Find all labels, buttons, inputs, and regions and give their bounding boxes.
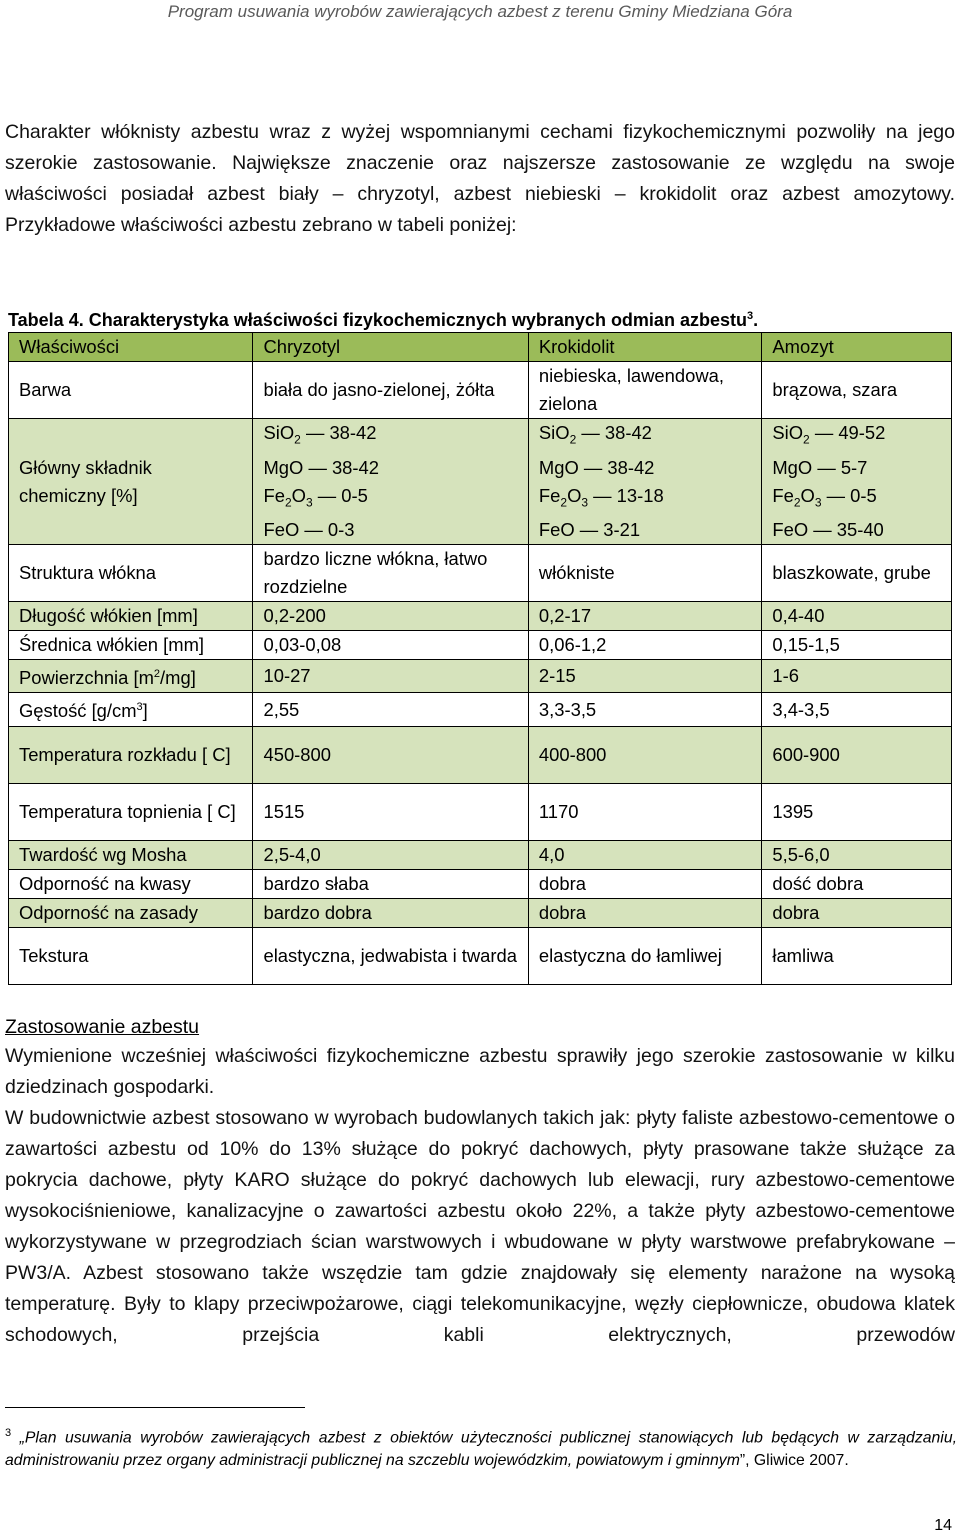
table-cell: 3,4-3,5 xyxy=(762,693,952,726)
table-caption-end: . xyxy=(753,310,759,330)
section-p2-text: W budownictwie azbest stosowano w wyrobach budowlanych takich jak: płyty faliste azbestowo-cementowe o zawartości azbestu od 10% do 13% służące do pokryć dachowych, płyty prasowane także służące za pokrycia dachowe, płyty KARO służące do pokryć dachowych lub elewacji, rury azbestowo-cementowe wysokociśnieniowe, kanalizacyjne o zawartości azbestu około 22%, a także płyty azbestowo-cementowe wykorzystywane w przegrodziach ścian warstwowych i wbudowane w płyty warstwowe prefabrykowane – PW3/A. Azbest stosowano także wszędzie tam gdzie znajdowały się elementy narażone na wysoką temperaturę. Były to klapy przeciwpożarowe, ciągi telekomunikacyjne, węzły ciepłownicze, obudowa klatek schodowych, przejścia kabli elektrycznych, przewodów xyxy=(5,1107,955,1346)
chem-line: $Fe_2O_3$ — 13-18 xyxy=(538,484,664,510)
footnote-mark: 3 xyxy=(5,1427,12,1439)
section-paragraph-1 xyxy=(5,1041,955,1103)
row-label: Powierzchnia $[m^2/mg]$ xyxy=(9,660,253,693)
row-label: Odporność na kwasy xyxy=(9,869,253,898)
table-row xyxy=(9,631,952,660)
table-header-row xyxy=(9,333,952,362)
table-cell: 2,55 xyxy=(253,693,528,726)
row-label: Gęstość $[g/cm^3]$ xyxy=(9,693,253,726)
table-row xyxy=(9,602,952,631)
header-cell: Krokidolit xyxy=(528,333,761,362)
table-cell: 0,06-1,2 xyxy=(528,631,761,660)
table-cell: dość dobra xyxy=(762,869,952,898)
table-cell xyxy=(253,419,528,545)
table-cell: 3,3-3,5 xyxy=(528,693,761,726)
footnote xyxy=(5,1422,957,1472)
row-label: Barwa xyxy=(9,362,253,419)
table-cell: 0,03-0,08 xyxy=(253,631,528,660)
row-label: Twardość wg Mosha xyxy=(9,840,253,869)
table-cell: 2,5-4,0 xyxy=(253,840,528,869)
intro-text: Charakter włóknisty azbestu wraz z wyżej wspomnianymi cechami fizykochemicznymi pozwoliły na jego szerokie zastosowanie. Największe znaczenie oraz najszersze zastosowanie ze względu na swoje właściwości posiadał azbest biały – chryzotyl, azbest niebieski – krokidolit oraz azbest amozytowy. Przykładowe właściwości azbestu zebrano w tabeli poniżej: xyxy=(5,121,955,236)
table-row xyxy=(9,660,952,693)
table-cell: elastyczna do łamliwej xyxy=(528,927,761,984)
chem-line: $Fe_2O_3$ — 0-5 xyxy=(263,484,368,510)
table-cell: brązowa, szara xyxy=(762,362,952,419)
table-cell: niebieska, lawendowa, zielona xyxy=(528,362,761,419)
table-cell: dobra xyxy=(762,898,952,927)
row-label: Odporność na zasady xyxy=(9,898,253,927)
header-cell: Chryzotyl xyxy=(253,333,528,362)
table-cell: 0,4-40 xyxy=(762,602,952,631)
row-label: Temperatura topnienia [ C] xyxy=(9,783,253,840)
table-cell: 4,0 xyxy=(528,840,761,869)
chem-line: MgO — 5-7 xyxy=(772,456,868,478)
table-row xyxy=(9,869,952,898)
section-title: Zastosowanie azbestu xyxy=(5,1016,200,1038)
row-label: Główny składnik chemiczny [%] xyxy=(9,419,253,545)
table-cell: 1170 xyxy=(528,783,761,840)
table-cell: dobra xyxy=(528,869,761,898)
table-row xyxy=(9,840,952,869)
header-cell: Właściwości xyxy=(9,333,253,362)
table-cell: elastyczna, jedwabista i twarda xyxy=(253,927,528,984)
table-cell: 0,2-17 xyxy=(528,602,761,631)
table-cell: dobra xyxy=(528,898,761,927)
chem-line: SiO$_2$ — 49-52 xyxy=(772,422,886,447)
row-label: Średnica włókien [mm] xyxy=(9,631,253,660)
page-number: 14 xyxy=(934,1517,952,1534)
row-label: Temperatura rozkładu [ C] xyxy=(9,726,253,783)
chem-line: MgO — 38-42 xyxy=(538,456,655,478)
table-cell: 0,15-1,5 xyxy=(762,631,952,660)
chem-line: MgO — 38-42 xyxy=(263,456,379,478)
table-cell: 600-900 xyxy=(762,726,952,783)
section-paragraph-2 xyxy=(5,1103,955,1351)
table-cell: 450-800 xyxy=(253,726,528,783)
footnote-tail: ”, Gliwice 2007. xyxy=(739,1452,849,1470)
table-row xyxy=(9,927,952,984)
table-cell: 0,2-200 xyxy=(253,602,528,631)
table-cell: 400-800 xyxy=(528,726,761,783)
header-cell: Amozyt xyxy=(762,333,952,362)
table-cell: 10-27 xyxy=(253,660,528,693)
table-cell xyxy=(762,419,952,545)
table-row xyxy=(9,783,952,840)
chem-line: $Fe_2O_3$ — 0-5 xyxy=(772,484,877,510)
table-caption-ref: 3 xyxy=(746,310,754,322)
asbestos-properties-table xyxy=(8,332,952,985)
footnote-separator xyxy=(5,1407,305,1408)
table-cell: bardzo dobra xyxy=(253,898,528,927)
chem-line: FeO — 3-21 xyxy=(538,519,641,541)
chem-line: FeO — 35-40 xyxy=(772,519,884,541)
table-cell: 1-6 xyxy=(762,660,952,693)
footnote-title: „Plan usuwania wyrobów zawierających azbest z obiektów użyteczności publicznej stanowiących lub będących w zarządzaniu, administrowaniu przez organy administracji publicznej na szczeblu wojewódzkim, powiatowym i gminnym xyxy=(5,1429,957,1470)
table-cell xyxy=(528,419,761,545)
chem-line: FeO — 0-3 xyxy=(263,519,355,541)
intro-paragraph xyxy=(5,117,955,241)
table-cell: 1395 xyxy=(762,783,952,840)
table-row xyxy=(9,362,952,419)
running-header: Program usuwania wyrobów zawierających azbest z terenu Gminy Miedziana Góra xyxy=(167,2,793,21)
table-caption-text: Tabela 4. Charakterystyka właściwości fizykochemicznych wybranych odmian azbestu xyxy=(8,310,747,330)
table-cell: włókniste xyxy=(528,545,761,602)
table-cell: bardzo słaba xyxy=(253,869,528,898)
table-cell: blaszkowate, grube xyxy=(762,545,952,602)
section-p1-text: Wymienione wcześniej właściwości fizykochemiczne azbestu sprawiły jego szerokie zastosowanie w kilku dziedzinach gospodarki. xyxy=(5,1045,955,1098)
table-cell: łamliwa xyxy=(762,927,952,984)
table-row xyxy=(9,419,952,545)
row-label: Długość włókien [mm] xyxy=(9,602,253,631)
table-caption xyxy=(8,304,953,332)
table-cell: bardzo liczne włókna, łatwo rozdzielne xyxy=(253,545,528,602)
table-row xyxy=(9,693,952,726)
table-row xyxy=(9,898,952,927)
chem-line: SiO$_2$ — 38-42 xyxy=(538,422,652,447)
table-cell: 1515 xyxy=(253,783,528,840)
table-cell: 2-15 xyxy=(528,660,761,693)
table-row xyxy=(9,726,952,783)
table-row xyxy=(9,545,952,602)
table-cell: biała do jasno-zielonej, żółta xyxy=(253,362,528,419)
table-cell: 5,5-6,0 xyxy=(762,840,952,869)
row-label: Tekstura xyxy=(9,927,253,984)
row-label: Struktura włókna xyxy=(9,545,253,602)
chem-line: SiO$_2$ — 38-42 xyxy=(263,422,377,447)
